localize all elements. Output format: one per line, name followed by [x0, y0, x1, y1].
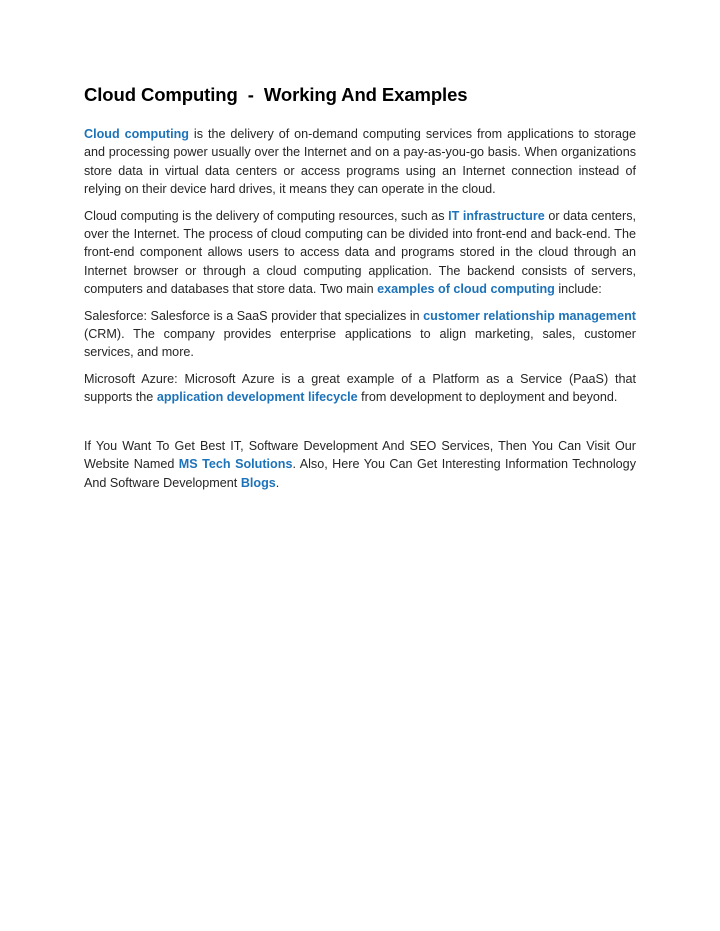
- paragraph-azure: [84, 370, 636, 407]
- text-run: . Also, Here You Can Get Interesting Information Technology And Software Development: [84, 457, 636, 490]
- highlighted-term[interactable]: MS Tech Solutions: [178, 457, 293, 472]
- paragraph-intro: [84, 125, 636, 199]
- paragraph-definition: [84, 207, 636, 299]
- highlighted-term[interactable]: Cloud computing: [84, 127, 189, 141]
- highlighted-term[interactable]: customer relationship management: [423, 308, 636, 323]
- page-title: Cloud Computing - Working And Examples: [84, 84, 468, 105]
- text-run: If You Want To Get Best IT, Software Development And SEO Services, Then You Can Visit Our Website Named: [84, 438, 636, 472]
- text-run: Cloud computing is the delivery of computing resources, such as: [84, 208, 449, 223]
- highlighted-term[interactable]: examples of cloud computing: [377, 282, 555, 297]
- text-run: or data centers, over the Internet. The process of cloud computing can be divided into front-end and back-end. The front-end component allows users to access data and programs stored in the cloud through an Internet browser or through a cloud computing application. The backend consists of servers, computers and databases that store data. Two main: [84, 208, 636, 297]
- document-content: [84, 84, 636, 492]
- text-run: from development to deployment and beyond.: [357, 390, 618, 405]
- text-run: include:: [554, 282, 602, 297]
- text-run: Microsoft Azure: Microsoft Azure is a great example of a Platform as a Service (PaaS) that supports the: [84, 371, 636, 405]
- highlighted-term[interactable]: IT infrastructure: [448, 208, 545, 223]
- paragraph-salesforce: [84, 307, 636, 362]
- paragraph-promo: [84, 437, 636, 492]
- text-run: (CRM). The company provides enterprise applications to align marketing, sales, customer services, and more.: [84, 327, 636, 360]
- text-run: Salesforce: Salesforce is a SaaS provider that specializes in: [84, 308, 424, 323]
- text-run: .: [275, 475, 280, 490]
- highlighted-term[interactable]: Blogs: [240, 475, 276, 490]
- paragraph-spacer: [84, 415, 636, 437]
- highlighted-term[interactable]: application development lifecycle: [156, 390, 358, 405]
- text-run: is the delivery of on-demand computing services from applications to storage and processing power usually over the Internet and on a pay-as-you-go basis. When organizations store data in virtual data centers or access programs using an Internet connection instead of relying on their device hard drives, it means they can operate in the cloud.: [84, 127, 636, 197]
